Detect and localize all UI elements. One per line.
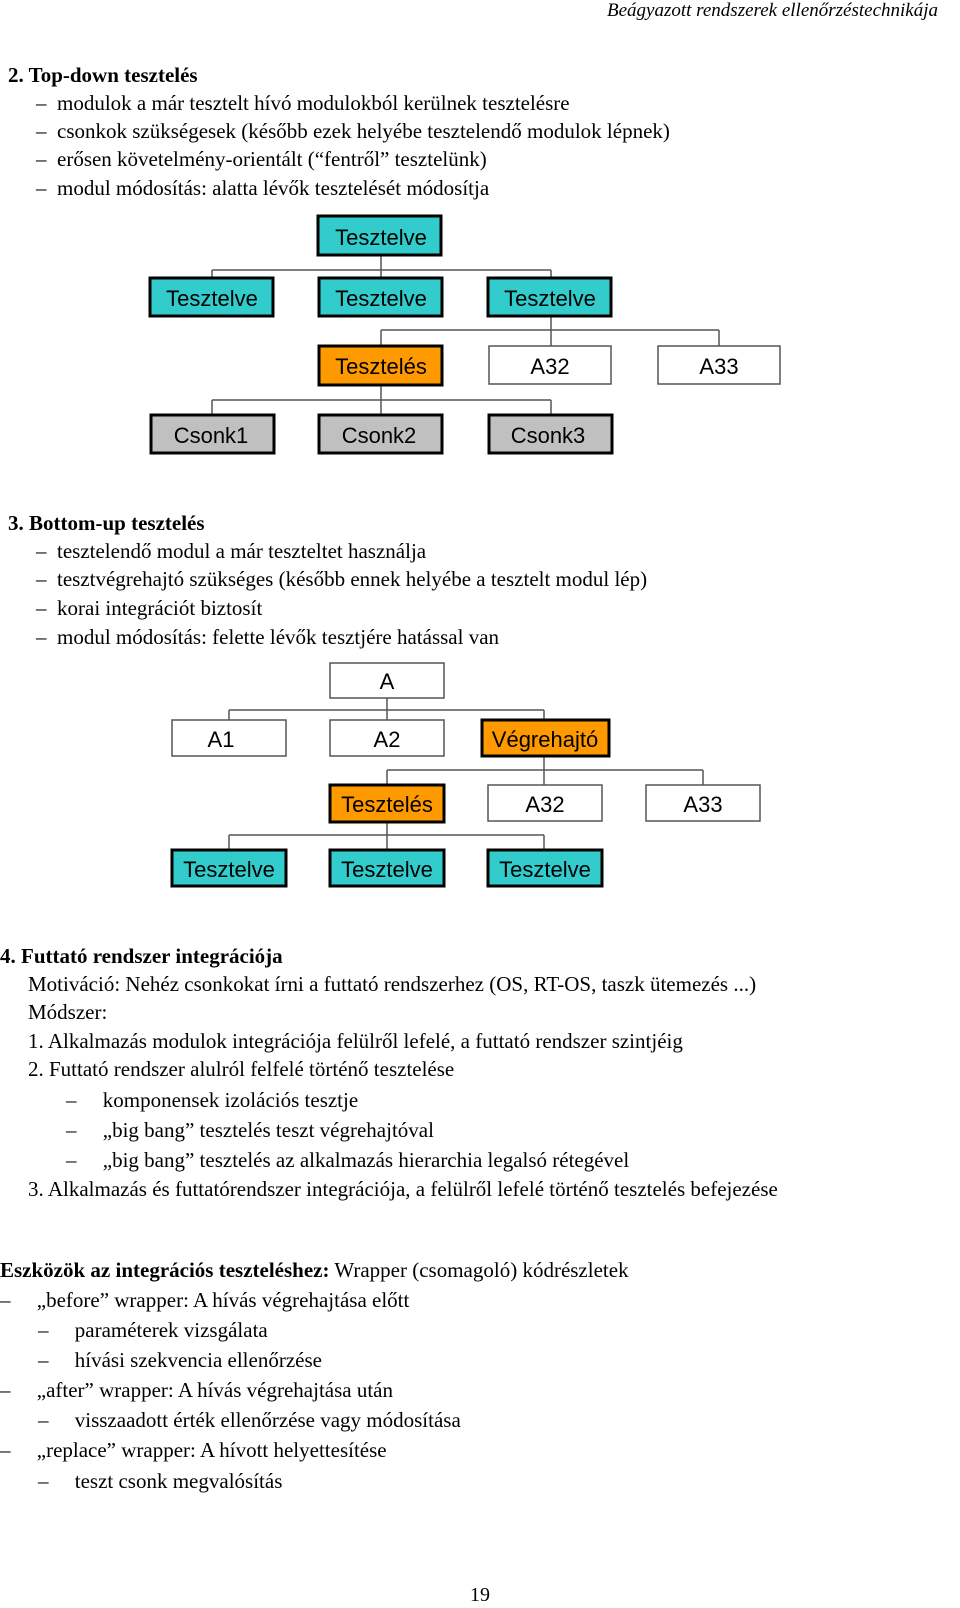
s4-sub-1: – komponensek izolációs tesztje bbox=[66, 1088, 359, 1112]
td-node-l2-c bbox=[658, 346, 780, 384]
td-node-l2-b bbox=[489, 346, 611, 384]
svg-text:Tesztelve: Tesztelve bbox=[335, 286, 427, 311]
td-node-l1-b bbox=[319, 278, 442, 316]
svg-text:A32: A32 bbox=[525, 792, 565, 817]
bu-node-l3-c bbox=[488, 850, 602, 886]
td-node-top bbox=[318, 216, 441, 255]
tools-before-sub-1: – paraméterek vizsgálata bbox=[38, 1318, 268, 1342]
s3-bullet-1: – tesztelendő modul a már teszteltet használja bbox=[36, 539, 427, 563]
tools-after: – „after” wrapper: A hívás végrehajtása után bbox=[0, 1378, 394, 1402]
svg-text:Csonk2: Csonk2 bbox=[341, 423, 417, 448]
top-down-diagram bbox=[212, 255, 719, 415]
svg-text:A1: A1 bbox=[207, 727, 235, 752]
s4-step-1: 1. Alkalmazás modulok integrációja felülről lefelé, a futtató rendszer szintjéig bbox=[28, 1029, 683, 1053]
bu-node-l3-a bbox=[172, 850, 286, 886]
svg-text:Tesztelve: Tesztelve bbox=[504, 286, 596, 311]
s4-method: Módszer: bbox=[28, 1000, 108, 1024]
bu-node-l3-b bbox=[330, 850, 444, 886]
svg-text:Tesztelés: Tesztelés bbox=[341, 792, 433, 817]
bottom-up-diagram bbox=[229, 698, 703, 850]
svg-text:Végrehajtó: Végrehajtó bbox=[491, 727, 599, 752]
running-header: Beágyazott rendszerek ellenőrzéstechnikája bbox=[607, 0, 938, 21]
s2-bullet-2: – csonkok szükségesek (később ezek helyébe tesztelendő modulok lépnek) bbox=[36, 119, 670, 143]
s2-bullet-1: – modulok a már tesztelt hívó modulokból kerülnek tesztelésre bbox=[36, 91, 570, 115]
bu-node-l1-a bbox=[172, 720, 286, 756]
s4-motivation: Motiváció: Nehéz csonkokat írni a futtató rendszerhez (OS, RT-OS, taszk ütemezés ...) bbox=[28, 972, 757, 996]
s4-sub-3: – „big bang” tesztelés az alkalmazás hierarchia legalsó rétegével bbox=[66, 1148, 630, 1172]
td-node-l2-a bbox=[319, 346, 442, 385]
bu-node-l2-c bbox=[646, 785, 760, 821]
s4-sub-2: – „big bang” tesztelés teszt végrehajtóval bbox=[66, 1118, 434, 1142]
section-2-title: 2. Top-down tesztelés bbox=[8, 63, 198, 87]
s2-bullet-4: – modul módosítás: alatta lévők tesztelését módosítja bbox=[36, 176, 490, 200]
svg-text:A2: A2 bbox=[373, 727, 401, 752]
s3-bullet-2: – tesztvégrehajtó szükséges (később ennek helyébe a tesztelt modul lép) bbox=[36, 567, 648, 591]
svg-text:A32: A32 bbox=[530, 354, 570, 379]
s3-bullet-3: – korai integrációt biztosít bbox=[36, 596, 263, 620]
td-node-l1-c bbox=[488, 278, 611, 316]
svg-text:A33: A33 bbox=[699, 354, 739, 379]
bu-node-l2-a bbox=[330, 785, 444, 822]
svg-text:Csonk3: Csonk3 bbox=[510, 423, 586, 448]
svg-text:Tesztelés: Tesztelés bbox=[335, 354, 427, 379]
svg-text:Tesztelve: Tesztelve bbox=[183, 857, 275, 882]
td-node-l3-b bbox=[319, 415, 442, 453]
bu-node-l2-b bbox=[488, 785, 602, 821]
svg-text:Tesztelve: Tesztelve bbox=[166, 286, 258, 311]
bu-node-l1-b bbox=[330, 720, 444, 756]
bu-node-top bbox=[330, 663, 444, 698]
s2-bullet-3: – erősen követelmény-orientált (“fentről” tesztelünk) bbox=[36, 147, 487, 171]
svg-text:A33: A33 bbox=[683, 792, 723, 817]
section-3-title: 3. Bottom-up tesztelés bbox=[8, 511, 205, 535]
bu-node-l1-c bbox=[482, 720, 609, 756]
tools-heading: Eszközök az integrációs teszteléshez: Wrapper (csomagoló) kódrészletek bbox=[0, 1258, 629, 1282]
s3-bullet-4: – modul módosítás: felette lévők tesztjére hatással van bbox=[36, 625, 500, 649]
td-node-l3-a bbox=[151, 415, 274, 453]
tools-before: – „before” wrapper: A hívás végrehajtása előtt bbox=[0, 1288, 410, 1312]
svg-text:A: A bbox=[379, 669, 395, 694]
svg-text:Tesztelve: Tesztelve bbox=[341, 857, 433, 882]
s4-step-2: 2. Futtató rendszer alulról felfelé történő tesztelése bbox=[28, 1057, 455, 1081]
td-node-l3-c bbox=[489, 415, 612, 453]
svg-text:Csonk1: Csonk1 bbox=[173, 423, 249, 448]
s4-step-3: 3. Alkalmazás és futtatórendszer integrációja, a felülről lefelé történő tesztelés befejezése bbox=[28, 1177, 778, 1201]
tools-replace: – „replace” wrapper: A hívott helyettesítése bbox=[0, 1438, 387, 1462]
section-4-title: 4. Futtató rendszer integrációja bbox=[0, 944, 283, 968]
svg-text:Tesztelve: Tesztelve bbox=[499, 857, 591, 882]
tools-before-sub-2: – hívási szekvencia ellenőrzése bbox=[38, 1348, 322, 1372]
page-number: 19 bbox=[470, 1584, 490, 1606]
tools-replace-sub-1: – teszt csonk megvalósítás bbox=[38, 1469, 283, 1493]
tools-after-sub-1: – visszaadott érték ellenőrzése vagy módosítása bbox=[38, 1408, 461, 1432]
td-node-top-label: Tesztelve bbox=[335, 225, 427, 250]
td-node-l1-a bbox=[150, 278, 273, 316]
